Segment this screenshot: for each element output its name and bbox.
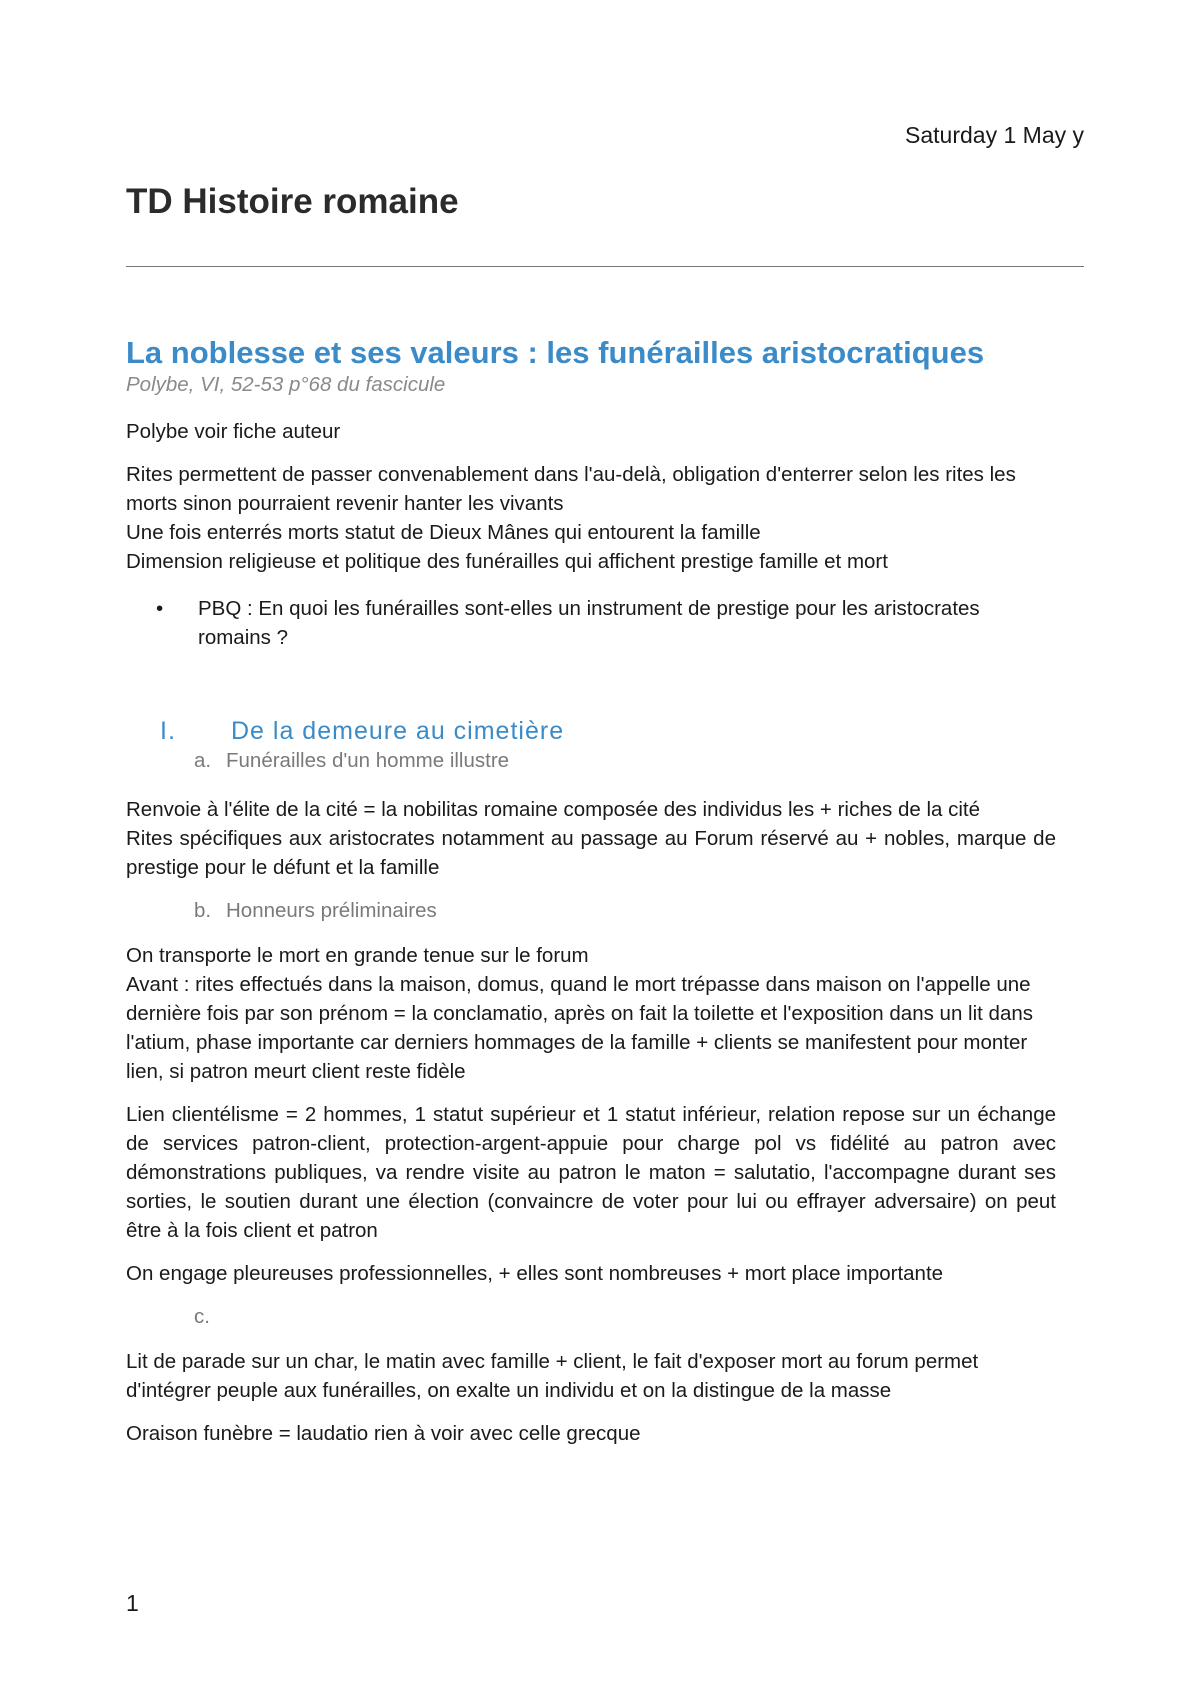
subsection-heading-b	[126, 896, 1056, 925]
intro-paragraph: Polybe voir fiche auteur	[126, 420, 341, 443]
context-line: Rites permettent de passer convenablement dans l'au-delà, obligation d'enterrer selon les rites les morts sinon pourraient revenir hanter les vivants	[126, 463, 1016, 515]
subsection-letter: a.	[194, 749, 212, 772]
subsection-heading-a	[126, 746, 1056, 775]
subsection-heading-c	[126, 1302, 1056, 1331]
main-heading: La noblesse et ses valeurs : les funérailles aristocratiques	[126, 335, 985, 370]
subsection-title: Funérailles d'un homme illustre	[226, 749, 510, 772]
paragraph-line: Rites spécifiques aux aristocrates notamment au passage au Forum réservé au + nobles, marque de prestige pour le défunt et la famille	[126, 827, 1056, 879]
document-date: Saturday 1 May y	[905, 122, 1084, 148]
document-body	[126, 335, 1056, 1462]
bullet-marker: •	[156, 597, 164, 620]
context-line: Dimension religieuse et politique des funérailles qui affichent prestige famille et mort	[126, 550, 888, 573]
section-number: I.	[160, 717, 176, 745]
context-line: Une fois enterrés morts statut de Dieux Mânes qui entourent la famille	[126, 521, 761, 544]
problem-statement: PBQ : En quoi les funérailles sont-elles un instrument de prestige pour les aristocrates romains ?	[198, 597, 980, 649]
paragraph-line: Avant : rites effectués dans la maison, domus, quand le mort trépasse dans maison on l'appelle une dernière fois par son prénom = la conclamatio, après on fait la toilette et l'exposition dans un lit dans l'atium, phase importante car derniers hommages de la famille + clients se manifestent pour monter lien, si patron meurt client reste fidèle	[126, 973, 1034, 1083]
paragraph-b1	[126, 941, 1056, 1086]
paragraph-line: Renvoie à l'élite de la cité = la nobilitas romaine composée des individus les + riches de la cité	[126, 798, 980, 821]
paragraph-line: On transporte le mort en grande tenue sur le forum	[126, 944, 589, 967]
context-paragraph	[126, 460, 1056, 576]
paragraph-c1: Lit de parade sur un char, le matin avec famille + client, le fait d'exposer mort au forum permet d'intégrer peuple aux funérailles, on exalte un individu et on la distingue de la masse	[126, 1350, 979, 1402]
paragraph-a	[126, 795, 1056, 882]
subsection-letter: b.	[194, 899, 212, 922]
section-heading	[126, 716, 1056, 746]
paragraph-b3: On engage pleureuses professionnelles, + elles sont nombreuses + mort place importante	[126, 1262, 944, 1285]
source-reference: Polybe, VI, 52-53 p°68 du fascicule	[126, 373, 446, 396]
paragraph-b2: Lien clientélisme = 2 hommes, 1 statut supérieur et 1 statut inférieur, relation repose sur un échange de services patron-client, protection-argent-appuie pour charge pol vs fidélité au patron avec démonstrations publiques, va rendre visite au patron le maton = salutatio, l'accompagne durant ses sorties, le soutien durant une élection (convaincre de voter pour lui ou effrayer adversaire) on peut être à la fois client et patron	[126, 1103, 1056, 1242]
subsection-title: Honneurs préliminaires	[226, 899, 437, 922]
title-divider	[126, 266, 1084, 267]
paragraph-c2: Oraison funèbre = laudatio rien à voir avec celle grecque	[126, 1422, 641, 1445]
document-title: TD Histoire romaine	[126, 182, 459, 221]
subsection-letter: c.	[194, 1305, 210, 1328]
problem-bullet	[126, 594, 1056, 652]
section-title: De la demeure au cimetière	[231, 717, 565, 745]
page-number: 1	[126, 1590, 139, 1616]
